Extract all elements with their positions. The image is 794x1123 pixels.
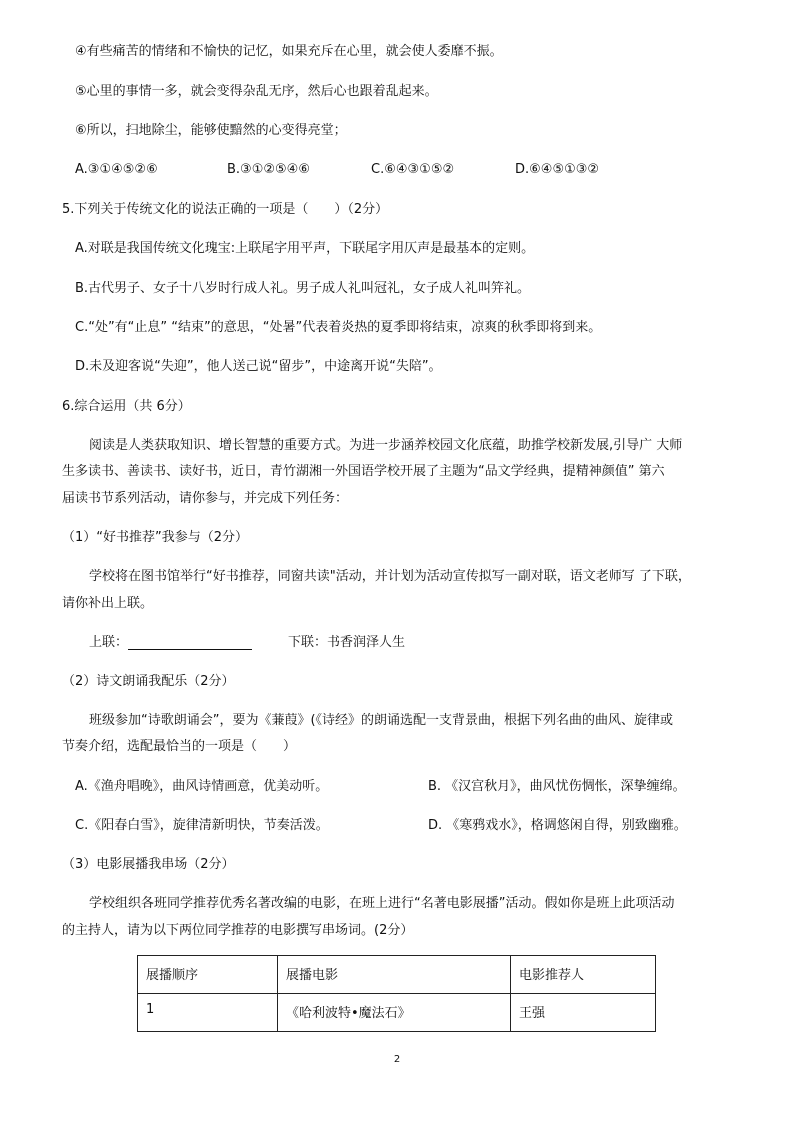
sub1-text-line-2: 请你补出上联。	[62, 596, 154, 611]
upper-couplet-blank[interactable]	[128, 635, 252, 650]
q4-option-b: B.③①②⑤④⑥	[227, 162, 310, 177]
q4-option-d: D.⑥④⑤①③②	[515, 162, 600, 177]
table-header-cell: 展播顺序	[138, 956, 278, 994]
sub1-title: （1）“好书推荐”我参与（2分）	[62, 530, 249, 545]
sub1-text-line-1: 学校将在图书馆举行“好书推荐，同窗共读"活动，并计划为活动宣传拟写一副对联，语文老师写 了下联，	[89, 569, 691, 584]
q6-intro-line-2: 生多读书、善读书、读好书，近日，青竹湖湘一外国语学校开展了主题为“品文学经典，提精神颜值” 第六	[62, 464, 665, 479]
sub3-text-line-1: 学校组织各班同学推荐优秀名著改编的电影，在班上进行“名著电影展播”活动。假如你是班上此项活动	[89, 896, 675, 911]
sub3-text-line-2: 的主持人，请为以下两位同学推荐的电影撰写串场词。(2分）	[62, 923, 414, 938]
sentence-6: ⑥所以，扫地除尘，能够使黯然的心变得亮堂；	[75, 123, 347, 138]
sub3-title: （3）电影展播我串场（2分）	[62, 857, 235, 872]
q6-intro-line-3: 届读书节系列活动，请你参与，并完成下列任务：	[62, 491, 349, 506]
sub2-text-line-1: 班级参加“诗歌朗诵会”，要为《蒹葭》(《诗经》的朗诵选配一支背景曲，根据下列名曲的曲风、旋律或	[89, 713, 674, 728]
table-row	[138, 994, 656, 1032]
q5-option-c: C.“处”有“止息” “结束”的意思，“处暑”代表着炎热的夏季即将结束，凉爽的秋季即将到来。	[75, 320, 602, 335]
q5-option-d: D.未及迎客说“失迎”，他人送己说“留步”，中途离开说“失陪”。	[75, 359, 442, 374]
table-cell: 王强	[511, 994, 656, 1032]
sub2-option-c: C.《阳春白雪》，旋律清新明快，节奏活泼。	[75, 818, 329, 833]
q4-option-c: C.⑥④③①⑤②	[371, 162, 455, 177]
sub2-title: （2）诗文朗诵我配乐（2分）	[62, 674, 235, 689]
lower-couplet: 下联：书香润泽人生	[288, 635, 406, 650]
q5-option-a: A.对联是我国传统文化瑰宝:上联尾字用平声，下联尾字用仄声是最基本的定则。	[75, 241, 535, 256]
q6-intro-line-1: 阅读是人类获取知识、增长智慧的重要方式。为进一步涵养校园文化底蕴，助推学校新发展,引导广 大师	[89, 438, 683, 453]
upper-couplet-label: 上联：	[89, 635, 129, 650]
table-header-cell: 电影推荐人	[511, 956, 656, 994]
q5-option-b: B.古代男子、女子十八岁时行成人礼。男子成人礼叫冠礼，女子成人礼叫笄礼。	[75, 281, 531, 296]
sub2-text-line-2: 节奏介绍，选配最恰当的一项是（ ）	[62, 739, 297, 754]
sub2-option-d: D. 《寒鸦戏水》，格调悠闲自得，别致幽雅。	[428, 818, 687, 833]
sentence-5: ⑤心里的事情一多，就会变得杂乱无序，然后心也跟着乱起来。	[75, 84, 438, 99]
sub2-option-b: B. 《汉宫秋月》，曲风忧伤惆怅，深挚缠绵。	[428, 779, 686, 794]
table-cell: 《哈利波特•魔法石》	[278, 994, 511, 1032]
table-cell: 1	[138, 994, 278, 1032]
q5-stem: 5.下列关于传统文化的说法正确的一项是（ ）（2分）	[62, 202, 389, 217]
table-header-row	[138, 956, 656, 994]
couplet-row	[89, 633, 405, 653]
sentence-4: ④有些痛苦的情绪和不愉快的记忆，如果充斥在心里，就会使人委靡不振。	[75, 44, 503, 59]
q4-option-a: A.③①④⑤②⑥	[75, 162, 158, 177]
film-schedule-table	[137, 955, 656, 1032]
sub2-option-a: A.《渔舟唱晚》，曲风诗情画意，优美动听。	[75, 779, 329, 794]
page-number: 2	[393, 1054, 401, 1065]
table-header-cell: 展播电影	[278, 956, 511, 994]
q6-title: 6.综合运用（共 6分）	[62, 399, 191, 414]
